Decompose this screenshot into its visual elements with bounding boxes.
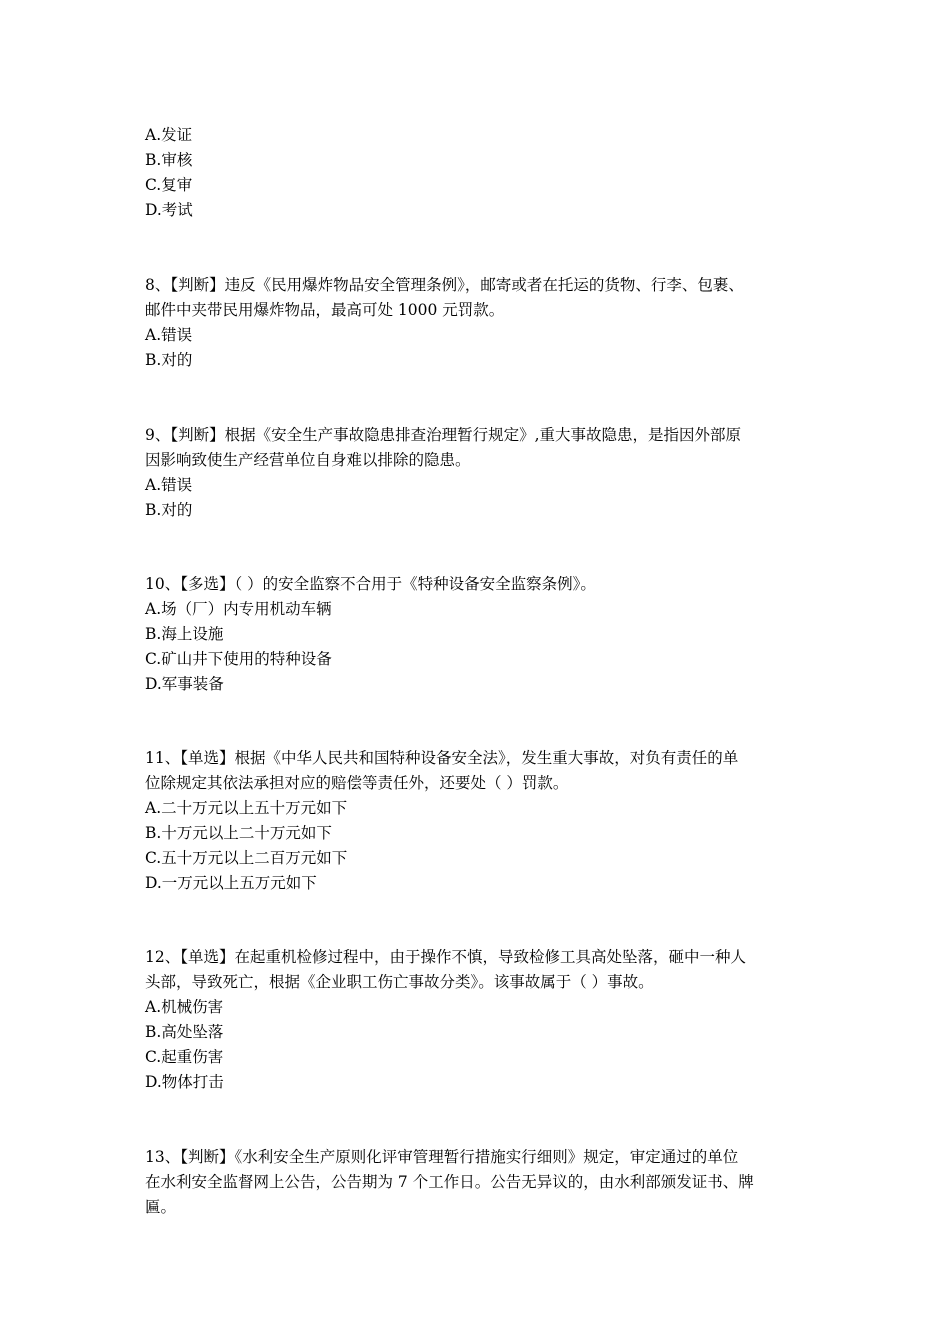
option-b: B.十万元以上二十万元如下 <box>145 824 332 842</box>
option-c: C.五十万元以上二百万元如下 <box>145 849 348 867</box>
question-stem: 10、【多选】（ ）的安全监察不合用于《特种设备安全监察条例》。 <box>145 575 596 593</box>
option-d: D.一万元以上五万元如下 <box>145 874 317 892</box>
question-stem: 邮件中夹带民用爆炸物品，最高可处 1000 元罚款。 <box>145 301 505 319</box>
question-stem: 8、【判断】违反《民用爆炸物品安全管理条例》，邮寄或者在托运的货物、行李、包裹、 <box>145 276 744 294</box>
option-b: B.对的 <box>145 501 193 519</box>
option-c: C.复审 <box>145 176 193 194</box>
option-a: A.错误 <box>145 326 193 344</box>
question-stem: 11、【单选】根据《中华人民共和国特种设备安全法》，发生重大事故，对负有责任的单 <box>145 749 739 767</box>
option-d: D.军事装备 <box>145 675 224 693</box>
question-stem: 12、【单选】在起重机检修过程中，由于操作不慎，导致检修工具高处坠落，砸中一种人 <box>145 948 746 966</box>
option-c: C.起重伤害 <box>145 1048 224 1066</box>
option-a: A.发证 <box>145 126 193 144</box>
option-b: B.高处坠落 <box>145 1023 224 1041</box>
option-a: A.机械伤害 <box>145 998 224 1016</box>
option-b: B.对的 <box>145 351 193 369</box>
option-b: B.海上设施 <box>145 625 224 643</box>
question-stem: 匾。 <box>145 1198 177 1216</box>
question-stem: 9、【判断】根据《安全生产事故隐患排查治理暂行规定》,重大事故隐患，是指因外部原 <box>145 426 742 444</box>
option-a: A.错误 <box>145 476 193 494</box>
question-11 <box>145 746 810 896</box>
option-a: A.二十万元以上五十万元如下 <box>145 799 348 817</box>
question-stem: 头部，导致死亡，根据《企业职工伤亡事故分类》。该事故属于（ ）事故。 <box>145 973 654 991</box>
option-a: A.场（厂）内专用机动车辆 <box>145 600 332 618</box>
question-stem: 位除规定其依法承担对应的赔偿等责任外，还要处（ ）罚款。 <box>145 774 569 792</box>
option-d: D.考试 <box>145 201 193 219</box>
question-10 <box>145 572 810 697</box>
question-stem: 在水利安全监督网上公告，公告期为 7 个工作日。公告无异议的，由水利部颁发证书、牌 <box>145 1173 754 1191</box>
option-c: C.矿山井下使用的特种设备 <box>145 650 332 668</box>
question-7-options <box>145 123 810 223</box>
option-d: D.物体打击 <box>145 1073 224 1091</box>
question-stem: 因影响致使生产经营单位自身难以排除的隐患。 <box>145 451 471 469</box>
question-stem: 13、【判断】《水利安全生产原则化评审管理暂行措施实行细则》规定，审定通过的单位 <box>145 1148 739 1166</box>
question-13 <box>145 1145 810 1220</box>
option-b: B.审核 <box>145 151 193 169</box>
question-12 <box>145 945 810 1095</box>
question-8 <box>145 273 810 373</box>
question-9 <box>145 423 810 523</box>
